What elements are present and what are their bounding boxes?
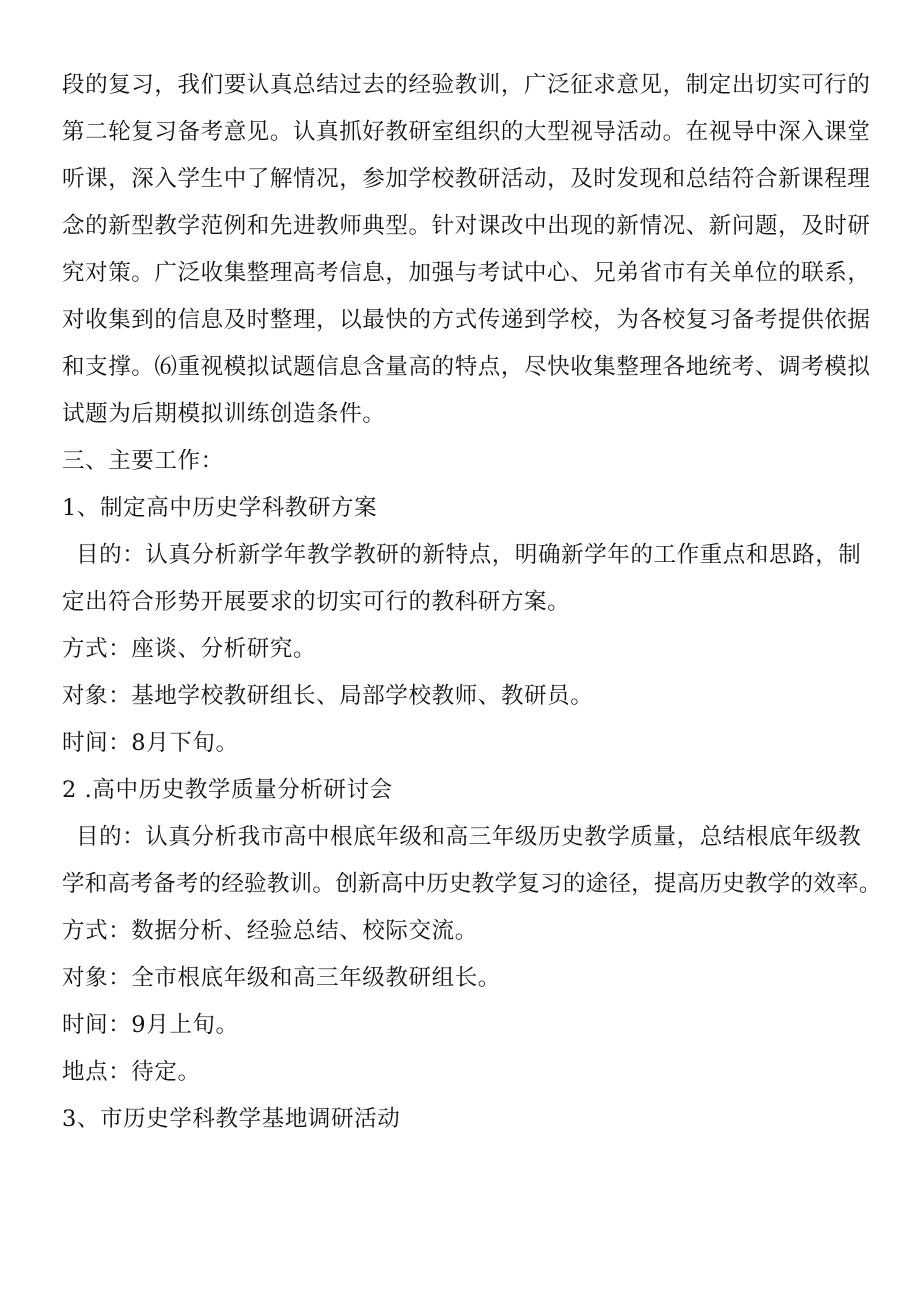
intro-line: 对收集到的信息及时整理，以最快的方式传递到学校，为各校复习备考提供依据	[62, 307, 871, 333]
item1-purpose-line: 定出符合形势开展要求的切实可行的教科研方案。	[62, 589, 571, 615]
item2-purpose-line: 目的：认真分析我市高中根底年级和高三年级历史教学质量，总结根底年级教	[76, 824, 862, 850]
item2-location: 地点：待定。	[62, 1059, 201, 1085]
item1-purpose-line: 目的：认真分析新学年教学教研的新特点，明确新学年的工作重点和思路，制	[76, 542, 862, 568]
item2-method: 方式：数据分析、经验总结、校际交流。	[62, 918, 478, 944]
item1-heading: 1、制定高中历史学科教研方案	[62, 495, 378, 521]
item2-purpose-line: 学和高考备考的经验教训。创新高中历史教学复习的途径，提高历史教学的效率。	[62, 871, 882, 897]
item2-target: 对象：全市根底年级和高三年级教研组长。	[62, 965, 501, 991]
intro-line: 究对策。广泛收集整理高考信息，加强与考试中心、兄弟省市有关单位的联系，	[62, 260, 871, 286]
intro-paragraph	[62, 62, 882, 438]
intro-line: 念的新型教学范例和先进教师典型。针对课改中出现的新情况、新问题，及时研	[62, 213, 871, 239]
item3-heading: 3、市历史学科教学基地调研活动	[62, 1106, 401, 1132]
intro-line: 听课，深入学生中了解情况，参加学校教研活动，及时发现和总结符合新课程理	[62, 166, 871, 192]
item1-target: 对象：基地学校教研组长、局部学校教师、教研员。	[62, 683, 594, 709]
intro-line: 和支撑。⑹重视模拟试题信息含量高的特点，尽快收集整理各地统考、调考模拟	[62, 354, 871, 380]
item1-time: 时间：8月下旬。	[62, 730, 239, 756]
intro-line: 试题为后期模拟训练创造条件。	[62, 401, 386, 427]
item1-method: 方式：座谈、分析研究。	[62, 636, 317, 662]
section-heading: 三、主要工作：	[62, 448, 224, 474]
item1-purpose	[62, 532, 882, 626]
item2-purpose	[62, 814, 882, 908]
item2-time: 时间：9月上旬。	[62, 1012, 239, 1038]
document-page	[62, 62, 882, 1143]
intro-line: 第二轮复习备考意见。认真抓好教研室组织的大型视导活动。在视导中深入课堂	[62, 119, 871, 145]
item2-heading: 2 .高中历史教学质量分析研讨会	[62, 777, 393, 803]
intro-line: 段的复习，我们要认真总结过去的经验教训，广泛征求意见，制定出切实可行的	[62, 72, 871, 98]
